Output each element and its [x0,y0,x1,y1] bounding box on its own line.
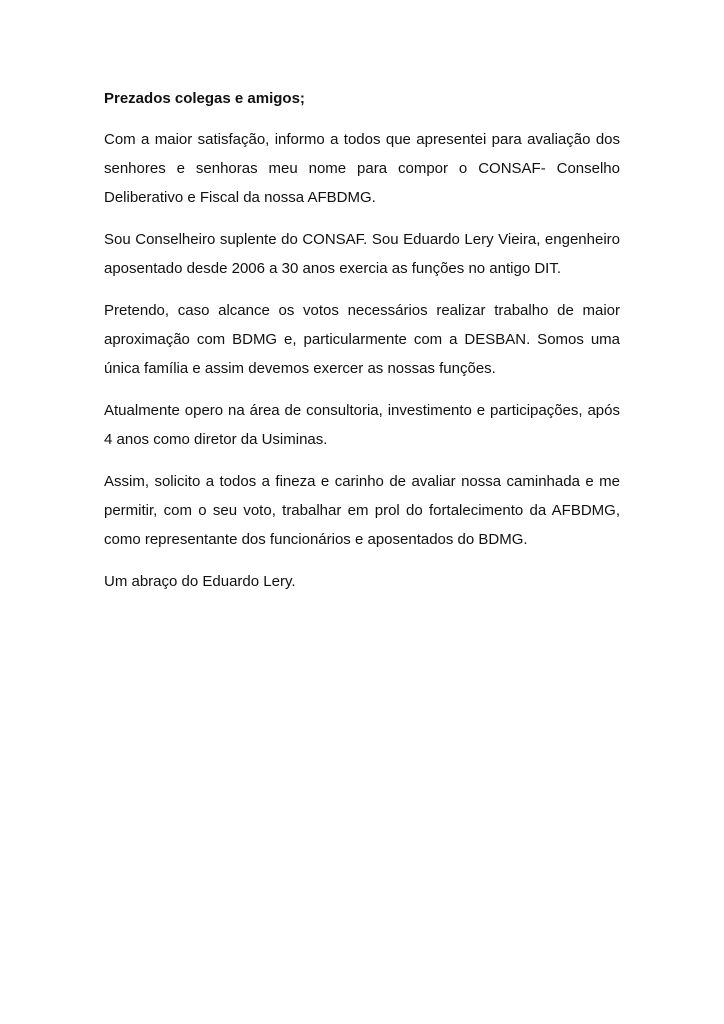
letter-paragraph-5: Assim, solicito a todos a fineza e carinho de avaliar nossa caminhada e me permitir, com o seu voto, trabalhar em prol do fortalecimento da AFBDMG, como representante dos funcionários e aposentados do BDMG. [104,473,620,548]
letter-paragraph-2: Sou Conselheiro suplente do CONSAF. Sou Eduardo Lery Vieira, engenheiro aposentado desde 2006 a 30 anos exercia as funções no antigo DIT. [104,231,620,277]
letter-greeting: Prezados colegas e amigos; [104,90,305,107]
letter-paragraph-4: Atualmente opero na área de consultoria, investimento e participações, após 4 anos como diretor da Usiminas. [104,402,620,448]
letter-body [104,84,620,596]
letter-paragraph-3: Pretendo, caso alcance os votos necessários realizar trabalho de maior aproximação com BDMG e, particularmente com a DESBAN. Somos uma única família e assim devemos exercer as nossas funções. [104,302,620,377]
letter-signoff: Um abraço do Eduardo Lery. [104,573,296,590]
letter-paragraph-1: Com a maior satisfação, informo a todos que apresentei para avaliação dos senhores e senhoras meu nome para compor o CONSAF- Conselho Deliberativo e Fiscal da nossa AFBDMG. [104,131,620,206]
